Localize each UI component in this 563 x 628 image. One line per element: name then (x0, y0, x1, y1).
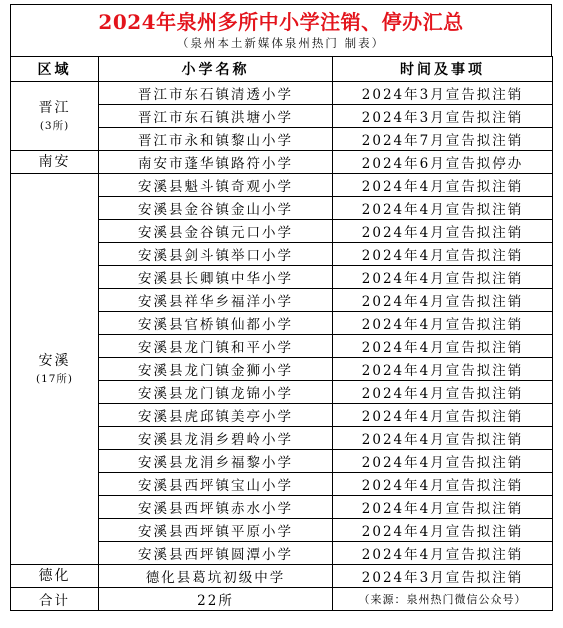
page-subtitle: （泉州本土新媒体泉州热门 制表） (176, 36, 386, 50)
school-name-cell: 安溪县虎邱镇美亭小学 (99, 404, 333, 427)
school-name-cell: 安溪县魁斗镇奇观小学 (99, 174, 333, 197)
event-cell: 2024年4月宣告拟注销 (333, 220, 553, 243)
table-row (11, 174, 553, 197)
school-name-cell: 安溪县西坪镇圆潭小学 (99, 542, 333, 565)
table-row (11, 565, 553, 588)
event-cell: 2024年4月宣告拟注销 (333, 289, 553, 312)
event-cell: 2024年4月宣告拟注销 (333, 542, 553, 565)
event-cell: 2024年4月宣告拟注销 (333, 243, 553, 266)
event-cell: 2024年6月宣告拟停办 (333, 151, 553, 174)
school-name-cell: 南安市蓬华镇路符小学 (99, 151, 333, 174)
school-name-cell: 安溪县西坪镇赤水小学 (99, 496, 333, 519)
school-name-cell: 安溪县官桥镇仙都小学 (99, 312, 333, 335)
school-name-cell: 安溪县剑斗镇举口小学 (99, 243, 333, 266)
header-school: 小学名称 (99, 57, 333, 82)
source-note: （来源：泉州热门微信公众号） (333, 588, 553, 611)
region-cell (11, 151, 99, 174)
table-header-row (11, 57, 553, 82)
school-name-cell: 安溪县龙门镇金狮小学 (99, 358, 333, 381)
school-name-cell: 安溪县金谷镇元口小学 (99, 220, 333, 243)
event-cell: 2024年4月宣告拟注销 (333, 358, 553, 381)
school-name-cell: 安溪县龙门镇和平小学 (99, 335, 333, 358)
school-name-cell: 晋江市永和镇黎山小学 (99, 128, 333, 151)
title-block (10, 4, 552, 56)
region-name: 德化 (38, 568, 71, 584)
event-cell: 2024年4月宣告拟注销 (333, 404, 553, 427)
region-name: 南安 (38, 154, 71, 170)
header-event: 时间及事项 (333, 57, 553, 82)
region-count: (17所) (35, 373, 74, 385)
table-row (11, 151, 553, 174)
school-name-cell: 安溪县龙门镇龙锦小学 (99, 381, 333, 404)
summary-sheet (10, 4, 552, 611)
table-body (11, 82, 553, 588)
school-name-cell: 安溪县龙涓乡碧岭小学 (99, 427, 333, 450)
header-region: 区域 (11, 57, 99, 82)
school-name-cell: 晋江市东石镇清透小学 (99, 82, 333, 105)
region-cell (11, 174, 99, 565)
event-cell: 2024年4月宣告拟注销 (333, 381, 553, 404)
region-cell (11, 565, 99, 588)
school-name-cell: 安溪县西坪镇平原小学 (99, 519, 333, 542)
region-name: 晋江 (38, 100, 71, 116)
school-name-cell: 晋江市东石镇洪塘小学 (99, 105, 333, 128)
total-label: 合计 (11, 588, 99, 611)
event-cell: 2024年4月宣告拟注销 (333, 427, 553, 450)
school-name-cell: 安溪县祥华乡福洋小学 (99, 289, 333, 312)
school-name-cell: 安溪县龙涓乡福黎小学 (99, 450, 333, 473)
school-name-cell: 安溪县金谷镇金山小学 (99, 197, 333, 220)
region-name: 安溪 (38, 353, 71, 369)
total-row (11, 588, 553, 611)
event-cell: 2024年3月宣告拟注销 (333, 82, 553, 105)
school-table (10, 56, 553, 611)
region-count: (3所) (39, 120, 70, 132)
region-cell (11, 82, 99, 151)
school-name-cell: 安溪县西坪镇宝山小学 (99, 473, 333, 496)
event-cell: 2024年4月宣告拟注销 (333, 312, 553, 335)
event-cell: 2024年4月宣告拟注销 (333, 450, 553, 473)
event-cell: 2024年7月宣告拟注销 (333, 128, 553, 151)
event-cell: 2024年3月宣告拟注销 (333, 565, 553, 588)
event-cell: 2024年4月宣告拟注销 (333, 496, 553, 519)
event-cell: 2024年4月宣告拟注销 (333, 335, 553, 358)
event-cell: 2024年4月宣告拟注销 (333, 197, 553, 220)
event-cell: 2024年4月宣告拟注销 (333, 473, 553, 496)
total-value: 22所 (99, 588, 333, 611)
school-name-cell: 安溪县长卿镇中华小学 (99, 266, 333, 289)
table-row (11, 82, 553, 105)
event-cell: 2024年4月宣告拟注销 (333, 174, 553, 197)
event-cell: 2024年4月宣告拟注销 (333, 519, 553, 542)
event-cell: 2024年4月宣告拟注销 (333, 266, 553, 289)
event-cell: 2024年3月宣告拟注销 (333, 105, 553, 128)
page-title: 2024年泉州多所中小学注销、停办汇总 (98, 10, 464, 34)
school-name-cell: 德化县葛坑初级中学 (99, 565, 333, 588)
